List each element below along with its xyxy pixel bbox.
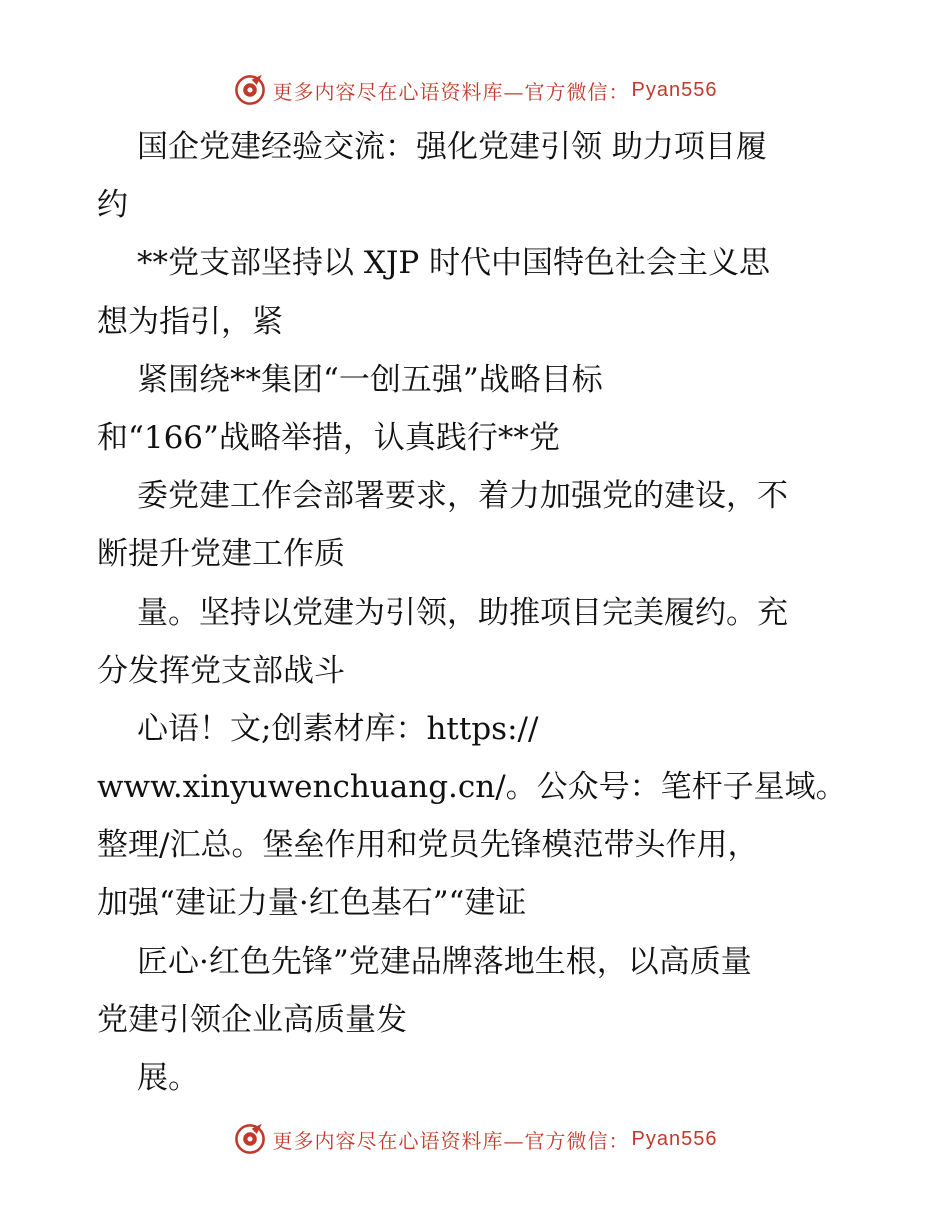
text-line: 匠心·红色先锋”党建品牌落地生根，以高质量 xyxy=(137,943,752,980)
watermark-banner-top xyxy=(0,70,950,110)
text-line: 约 xyxy=(97,187,128,224)
text-line: 党建引领企业高质量发 xyxy=(97,1001,407,1038)
text-line: 量。坚持以党建为引领，助推项目完美履约。充 xyxy=(137,594,788,631)
text-line: 整理/汇总。堡垒作用和党员先锋模范带头作用， xyxy=(97,827,759,864)
text-line: **党支部坚持以 XJP 时代中国特色社会主义思 xyxy=(137,245,771,282)
pen-circle-logo-icon xyxy=(233,1122,267,1156)
document-body xyxy=(97,118,857,1107)
text-line: 委党建工作会部署要求，着力加强党的建设，不 xyxy=(137,478,788,515)
text-line: 和“166”战略举措，认真践行**党 xyxy=(97,419,560,456)
text-line: 想为指引，紧 xyxy=(97,303,283,340)
text-line: 展。 xyxy=(137,1060,199,1096)
watermark-wechat-id: Pyan556 xyxy=(631,1127,718,1150)
watermark-text: 更多内容尽在心语资料库—官方微信： xyxy=(272,1128,630,1153)
text-line: 紧围绕**集团“一创五强”战略目标 xyxy=(137,361,603,398)
text-line: 心语！文;创素材库：https:// xyxy=(137,710,539,747)
watermark-wechat-id: Pyan556 xyxy=(631,78,718,101)
text-line: www.xinyuwenchuang.cn/。公众号：笔杆子星域。 xyxy=(97,769,847,806)
text-line: 断提升党建工作质 xyxy=(97,536,345,573)
text-line: 国企党建经验交流：强化党建引领 助力项目履 xyxy=(137,129,767,165)
watermark-text: 更多内容尽在心语资料库—官方微信： xyxy=(272,79,630,104)
text-line: 分发挥党支部战斗 xyxy=(97,652,345,689)
watermark-banner-bottom xyxy=(0,1119,950,1159)
text-line: 加强“建证力量·红色基石”“建证 xyxy=(97,885,527,922)
pen-circle-logo-icon xyxy=(233,73,267,107)
